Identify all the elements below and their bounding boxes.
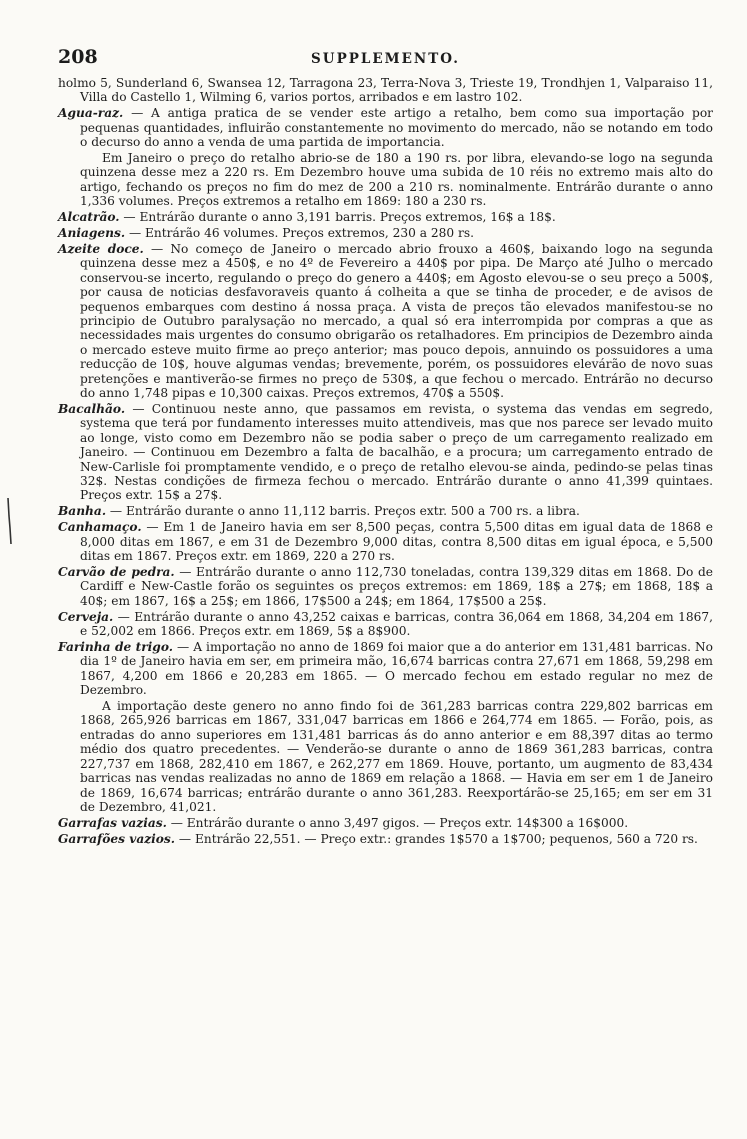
entry-text: — Entrárão durante o anno 43,252 caixas e barricas, contra 36,064 em 1868, 34,204 em 1867, e 52,002 em 1866. Preços extr. em 1869, 5$ a 8$900. xyxy=(80,609,713,639)
running-title: SUPPLEMENTO. xyxy=(311,51,460,67)
entry-paragraph xyxy=(58,242,713,400)
entry-paragraph xyxy=(58,520,713,563)
entry-text: — Entrárão 46 volumes. Preços extremos, 230 a 280 rs. xyxy=(125,226,475,241)
entry-text: — Em 1 de Janeiro havia em ser 8,500 peças, contra 5,500 ditas em igual data de 1868 e 8,000 ditas em 1867, e em 31 de Dezembro 9,000 ditas, contra 8,500 ditas em igual época, e 5,500 ditas em 1867. Preços extr. em 1869, 220 a 270 rs. xyxy=(80,520,713,563)
entry-paragraph xyxy=(58,640,713,698)
entry-paragraph xyxy=(58,565,713,608)
entry-term: Aniagens. xyxy=(58,226,126,241)
document-page xyxy=(58,46,713,848)
entry-text: — No começo de Janeiro o mercado abrio frouxo a 460$, baixando logo na segunda quinzena desse mez a 450$, e no 4º de Fevereiro a 440$ por pipa. De Março até Julho o mercado conservou-se incerto, regulando o preço do genero a 440$; em Agosto elevou-se o seu preço a 500$, por causa de noticias desfavoraveis quanto á colheita a que se tinha de proceder, e de avisos de pequenos embarques com destino á nossa praça. A vista de preços tão elevados manifestou-se no principio de Outubro paralysação no mercado, a qual só era interrompida por compras a que as necessidades mais urgentes do consumo obrigarão os retalhadores. Em principios de Dezembro ainda o mercado esteve muito firme ao preço anterior; mas pouco depois, annuindo os possuidores a uma reducção de 10$, houve algumas vendas; brevemente, porém, os possuidores elevárão de novo suas pretenções e mantiverão-se firmes no preço de 530$, a que fechou o mercado. Entrárão no decurso do anno 1,748 pipas e 10,300 caixas. Preços extremos, 470$ a 550$. xyxy=(80,241,713,401)
entry-paragraph xyxy=(58,504,713,518)
entry-text: — A antiga pratica de se vender este artigo a retalho, bem como sua importação por pequenas quantidades, influirão constantemente no movimento do mercado, não se notando em todo o decurso do anno a venda de uma partida de importancia. xyxy=(80,106,713,150)
entry-term: Bacalhão. xyxy=(58,401,126,416)
page-number: 208 xyxy=(58,46,98,68)
margin-ink-mark-icon xyxy=(6,498,12,544)
intro-paragraph: holmo 5, Sunderland 6, Swansea 12, Tarragona 23, Terra-Nova 3, Trieste 19, Trondhjen 1, Valparaiso 11, Villa do Castello 1, Wilming 6, varios portos, arribados e em lastro 102. xyxy=(58,76,713,105)
entry-paragraph xyxy=(58,106,713,149)
entry-text: — Entrárão durante o anno 3,191 barris. Preços extremos, 16$ a 18$. xyxy=(119,210,556,225)
entry-text: — Entrárão durante o anno 112,730 toneladas, contra 139,329 ditas em 1868. Do de Cardiff e New-Castle forão os seguintes os preços extremos: em 1869, 18$ a 27$; em 1868, 18$ a 40$; em 1867, 16$ a 25$; em 1866, 17$500 a 24$; em 1864, 17$500 a 25$. xyxy=(80,564,713,608)
entry-term: Farinha de trigo. xyxy=(58,639,173,654)
entry-term: Banha. xyxy=(58,504,107,519)
entry-term: Agua-raz. xyxy=(58,106,124,121)
entry-term: Canhamaço. xyxy=(58,520,142,535)
entry-term: Cerveja. xyxy=(58,609,114,624)
entry-text: — Entrárão durante o anno 11,112 barris. Preços extr. 500 a 700 rs. a libra. xyxy=(106,504,580,519)
entry-text: — Continuou neste anno, que passamos em revista, o systema das vendas em segredo, systema que terá por fundamento interesses muito attendiveis, mas que nos parece ser levado muito ao longe, visto como em Dezembro não se podia saber o preço de um carregamento realizado em Janeiro. — Continuou em Dezembro a falta de bacalhão, e a procura; um carregamento entrado de New-Carlisle foi promptamente vendido, e o preço de retalho elevou-se ainda, pedindo-se pelas tinas 32$. Nestas condições de firmeza fechou o mercado. Entrárão durante o anno 41,399 quintaes. Preços extr. 15$ a 27$. xyxy=(80,401,713,503)
entry-paragraph xyxy=(58,402,713,503)
entry-continuation-paragraph: A importação deste genero no anno findo foi de 361,283 barricas contra 229,802 barricas em 1868, 265,926 barricas em 1867, 331,047 barricas em 1866 e 264,774 em 1865. — Forão, pois, as entradas do anno superiores em 131,481 barricas ás do anno anterior e em 88,397 ditas ao termo médio dos quatro precedentes. — Venderão-se durante o anno de 1869 361,283 barricas, contra 227,737 em 1868, 282,410 em 1867, e 262,277 em 1869. Houve, portanto, um augmento de 83,434 barricas nas vendas realizadas no anno de 1869 em relação a 1868. — Havia em ser em 1 de Janeiro de 1869, 16,674 barricas; entrárão durante o anno 361,283. Reexportárão-se 25,165; em ser em 31 de Dezembro, 41,021. xyxy=(80,699,713,814)
entries-list xyxy=(58,106,713,846)
entry-paragraph xyxy=(58,610,713,639)
entry-term: Azeite doce. xyxy=(58,241,144,256)
page-header xyxy=(58,46,713,72)
entry-paragraph xyxy=(58,832,713,846)
entry-text: — A importação no anno de 1869 foi maior que a do anterior em 131,481 barricas. No dia 1º de Janeiro havia em ser, em primeira mão, 16,674 barricas contra 27,671 em 1868, 59,298 em 1867, 4,200 em 1866 e 20,283 em 1865. — O mercado fechou em estado regular no mez de Dezembro. xyxy=(80,639,713,698)
entry-paragraph xyxy=(58,210,713,224)
entry-paragraph xyxy=(58,226,713,240)
entry-term: Carvão de pedra. xyxy=(58,564,175,579)
entry-text: — Entrárão durante o anno 3,497 gigos. — Preços extr. 14$300 a 16$000. xyxy=(166,815,629,830)
entry-paragraph xyxy=(58,816,713,830)
entry-term: Alcatrão. xyxy=(58,210,120,225)
entry-continuation-paragraph: Em Janeiro o preço do retalho abrio-se de 180 a 190 rs. por libra, elevando-se logo na segunda quinzena desse mez a 220 rs. Em Dezembro houve uma subida de 10 réis no extremo mais alto do artigo, fechando os preços no fim do mez de 200 a 210 rs. nominalmente. Entrárão durante o anno 1,336 volumes. Preços extremos a retalho em 1869: 180 a 230 rs. xyxy=(80,151,713,209)
entry-term: Garrafões vazios. xyxy=(58,831,176,846)
entry-text: — Entrárão 22,551. — Preço extr.: grandes 1$570 a 1$700; pequenos, 560 a 720 rs. xyxy=(175,831,698,846)
entry-term: Garrafas vazias. xyxy=(58,815,167,830)
